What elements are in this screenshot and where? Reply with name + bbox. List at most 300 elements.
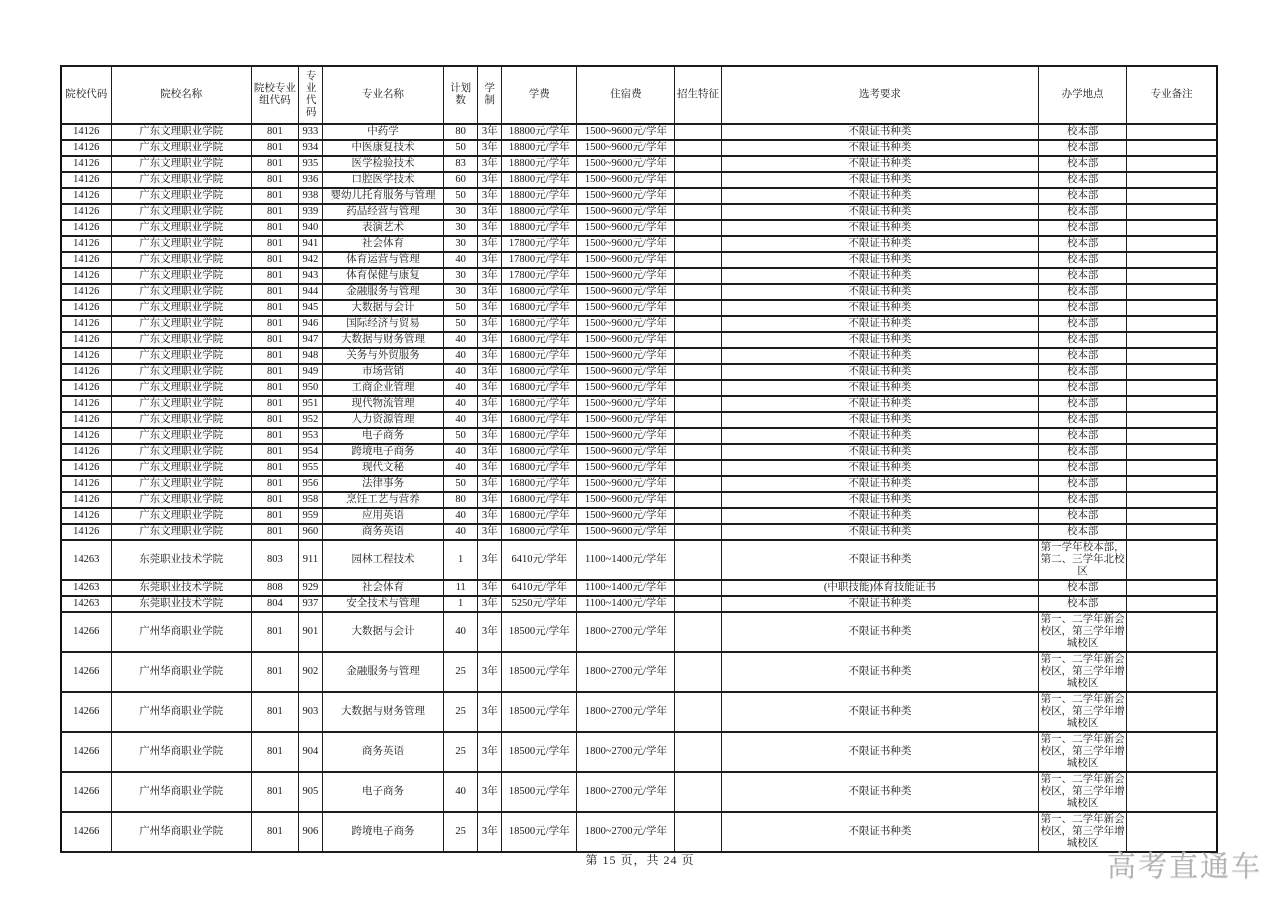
table-cell: 社会体育 bbox=[322, 580, 443, 596]
table-cell: 3年 bbox=[478, 300, 502, 316]
table-cell: 14126 bbox=[61, 476, 111, 492]
table-row bbox=[61, 732, 1217, 772]
table-cell: 3年 bbox=[478, 124, 502, 140]
table-cell: 广东文理职业学院 bbox=[111, 396, 251, 412]
table-cell: 不限证书种类 bbox=[721, 772, 1039, 812]
table-cell: 25 bbox=[444, 652, 478, 692]
table-cell: 933 bbox=[298, 124, 322, 140]
table-cell: 934 bbox=[298, 140, 322, 156]
table-cell: 14126 bbox=[61, 492, 111, 508]
table-cell: 3年 bbox=[478, 596, 502, 612]
table-cell: 广东文理职业学院 bbox=[111, 348, 251, 364]
table-cell: 烹饪工艺与营养 bbox=[322, 492, 443, 508]
table-cell: 40 bbox=[444, 508, 478, 524]
table-cell bbox=[1127, 460, 1217, 476]
table-row bbox=[61, 772, 1217, 812]
table-cell bbox=[675, 692, 721, 732]
table-cell: 不限证书种类 bbox=[721, 508, 1039, 524]
table-cell: 1500~9600元/学年 bbox=[577, 300, 675, 316]
table-cell: 校本部 bbox=[1039, 596, 1127, 612]
table-cell: 不限证书种类 bbox=[721, 124, 1039, 140]
table-cell: 803 bbox=[251, 540, 298, 580]
table-cell: 3年 bbox=[478, 772, 502, 812]
table-cell: 3年 bbox=[478, 524, 502, 540]
table-cell bbox=[675, 268, 721, 284]
table-cell: 14126 bbox=[61, 412, 111, 428]
table-cell bbox=[1127, 364, 1217, 380]
table-cell: 不限证书种类 bbox=[721, 476, 1039, 492]
admissions-plan-table bbox=[60, 65, 1218, 853]
table-cell: 801 bbox=[251, 364, 298, 380]
table-cell: 14266 bbox=[61, 772, 111, 812]
table-cell: 14266 bbox=[61, 732, 111, 772]
table-cell: 18500元/学年 bbox=[502, 652, 577, 692]
table-row bbox=[61, 140, 1217, 156]
table-row bbox=[61, 284, 1217, 300]
table-cell: 中医康复技术 bbox=[322, 140, 443, 156]
table-cell: 不限证书种类 bbox=[721, 252, 1039, 268]
table-cell: 第一、二学年新会校区，第三学年增城校区 bbox=[1039, 692, 1127, 732]
table-cell: 801 bbox=[251, 476, 298, 492]
table-cell: 50 bbox=[444, 428, 478, 444]
table-cell: 801 bbox=[251, 428, 298, 444]
table-cell: 16800元/学年 bbox=[502, 460, 577, 476]
column-header-10: 招生特征 bbox=[675, 66, 721, 124]
table-cell: 30 bbox=[444, 284, 478, 300]
table-cell: 1800~2700元/学年 bbox=[577, 612, 675, 652]
table-cell: 不限证书种类 bbox=[721, 220, 1039, 236]
table-cell: 16800元/学年 bbox=[502, 300, 577, 316]
table-row bbox=[61, 444, 1217, 460]
table-row bbox=[61, 596, 1217, 612]
table-cell bbox=[675, 236, 721, 252]
table-cell: 801 bbox=[251, 348, 298, 364]
table-cell: 不限证书种类 bbox=[721, 364, 1039, 380]
table-row bbox=[61, 524, 1217, 540]
table-cell: 3年 bbox=[478, 140, 502, 156]
table-cell: 14126 bbox=[61, 300, 111, 316]
table-cell: 3年 bbox=[478, 188, 502, 204]
table-cell: 40 bbox=[444, 412, 478, 428]
column-header-11: 选考要求 bbox=[721, 66, 1039, 124]
table-cell bbox=[675, 428, 721, 444]
page-number: 第 15 页，共 24 页 bbox=[585, 853, 695, 867]
table-cell: 1800~2700元/学年 bbox=[577, 692, 675, 732]
table-cell: 校本部 bbox=[1039, 284, 1127, 300]
table-cell: 943 bbox=[298, 268, 322, 284]
table-cell: 大数据与财务管理 bbox=[322, 692, 443, 732]
table-cell: 校本部 bbox=[1039, 508, 1127, 524]
table-cell: 80 bbox=[444, 124, 478, 140]
table-cell: 801 bbox=[251, 188, 298, 204]
table-cell: 校本部 bbox=[1039, 236, 1127, 252]
table-row bbox=[61, 612, 1217, 652]
table-cell: 广东文理职业学院 bbox=[111, 172, 251, 188]
table-cell: 6410元/学年 bbox=[502, 540, 577, 580]
table-cell: 905 bbox=[298, 772, 322, 812]
table-cell: 801 bbox=[251, 524, 298, 540]
table-cell: 3年 bbox=[478, 444, 502, 460]
table-cell: 950 bbox=[298, 380, 322, 396]
table-cell: 801 bbox=[251, 236, 298, 252]
table-cell: 25 bbox=[444, 692, 478, 732]
table-cell bbox=[675, 652, 721, 692]
table-cell bbox=[1127, 124, 1217, 140]
table-cell: 14263 bbox=[61, 540, 111, 580]
table-cell: 不限证书种类 bbox=[721, 492, 1039, 508]
table-cell: 801 bbox=[251, 612, 298, 652]
table-row bbox=[61, 460, 1217, 476]
table-cell: 商务英语 bbox=[322, 732, 443, 772]
table-cell bbox=[1127, 204, 1217, 220]
table-cell: 大数据与财务管理 bbox=[322, 332, 443, 348]
table-cell: 18500元/学年 bbox=[502, 612, 577, 652]
table-cell: 3年 bbox=[478, 580, 502, 596]
table-cell: 5250元/学年 bbox=[502, 596, 577, 612]
table-cell: 16800元/学年 bbox=[502, 332, 577, 348]
table-cell: 广东文理职业学院 bbox=[111, 156, 251, 172]
table-cell: 1500~9600元/学年 bbox=[577, 156, 675, 172]
table-cell: 16800元/学年 bbox=[502, 396, 577, 412]
table-cell: 40 bbox=[444, 252, 478, 268]
table-cell: 801 bbox=[251, 140, 298, 156]
table-cell: 不限证书种类 bbox=[721, 332, 1039, 348]
table-cell: 18500元/学年 bbox=[502, 732, 577, 772]
table-cell: 801 bbox=[251, 492, 298, 508]
table-cell: 校本部 bbox=[1039, 220, 1127, 236]
table-cell: 801 bbox=[251, 692, 298, 732]
table-cell: 不限证书种类 bbox=[721, 812, 1039, 852]
table-cell: 50 bbox=[444, 476, 478, 492]
table-cell: 1500~9600元/学年 bbox=[577, 396, 675, 412]
table-cell: 801 bbox=[251, 156, 298, 172]
table-cell: 953 bbox=[298, 428, 322, 444]
table-cell: 人力资源管理 bbox=[322, 412, 443, 428]
table-cell: 801 bbox=[251, 396, 298, 412]
table-cell: 不限证书种类 bbox=[721, 540, 1039, 580]
table-cell bbox=[675, 540, 721, 580]
table-cell: 第一、二学年新会校区，第三学年增城校区 bbox=[1039, 772, 1127, 812]
table-cell bbox=[675, 732, 721, 772]
table-cell bbox=[1127, 284, 1217, 300]
table-cell: 应用英语 bbox=[322, 508, 443, 524]
table-cell: 大数据与会计 bbox=[322, 612, 443, 652]
table-cell: 不限证书种类 bbox=[721, 396, 1039, 412]
table-cell: 校本部 bbox=[1039, 188, 1127, 204]
table-cell: 40 bbox=[444, 772, 478, 812]
table-cell: 1500~9600元/学年 bbox=[577, 380, 675, 396]
table-cell: 不限证书种类 bbox=[721, 444, 1039, 460]
table-cell: 3年 bbox=[478, 692, 502, 732]
table-cell: 80 bbox=[444, 492, 478, 508]
table-cell: 18800元/学年 bbox=[502, 188, 577, 204]
table-cell: 16800元/学年 bbox=[502, 476, 577, 492]
table-cell: 3年 bbox=[478, 428, 502, 444]
table-cell: 801 bbox=[251, 812, 298, 852]
column-header-8: 学费 bbox=[502, 66, 577, 124]
table-row bbox=[61, 332, 1217, 348]
column-header-1: 院校代码 bbox=[61, 66, 111, 124]
table-cell bbox=[1127, 348, 1217, 364]
table-cell: 960 bbox=[298, 524, 322, 540]
table-cell: 951 bbox=[298, 396, 322, 412]
table-cell bbox=[1127, 188, 1217, 204]
table-cell: 14126 bbox=[61, 524, 111, 540]
table-cell bbox=[675, 348, 721, 364]
table-cell: 16800元/学年 bbox=[502, 348, 577, 364]
table-cell: 801 bbox=[251, 284, 298, 300]
table-cell: 广东文理职业学院 bbox=[111, 428, 251, 444]
table-cell: 电子商务 bbox=[322, 772, 443, 812]
table-cell bbox=[675, 612, 721, 652]
table-cell bbox=[675, 812, 721, 852]
table-cell: 11 bbox=[444, 580, 478, 596]
table-cell bbox=[675, 124, 721, 140]
table-cell: 体育运营与管理 bbox=[322, 252, 443, 268]
table-cell: 14263 bbox=[61, 596, 111, 612]
table-row bbox=[61, 300, 1217, 316]
table-cell: 药品经营与管理 bbox=[322, 204, 443, 220]
table-cell: 广东文理职业学院 bbox=[111, 188, 251, 204]
table-row bbox=[61, 380, 1217, 396]
table-cell bbox=[675, 476, 721, 492]
table-cell: 904 bbox=[298, 732, 322, 772]
table-cell: 16800元/学年 bbox=[502, 380, 577, 396]
table-cell: 商务英语 bbox=[322, 524, 443, 540]
table-cell: 广东文理职业学院 bbox=[111, 476, 251, 492]
table-cell: 40 bbox=[444, 612, 478, 652]
table-cell: 3年 bbox=[478, 220, 502, 236]
table-cell: 第一学年校本部，第二、三学年北校区 bbox=[1039, 540, 1127, 580]
table-cell: 906 bbox=[298, 812, 322, 852]
table-cell: 14126 bbox=[61, 236, 111, 252]
table-cell: 1800~2700元/学年 bbox=[577, 812, 675, 852]
table-cell bbox=[675, 460, 721, 476]
table-cell: 3年 bbox=[478, 364, 502, 380]
table-cell: 18800元/学年 bbox=[502, 140, 577, 156]
table-cell bbox=[1127, 444, 1217, 460]
table-cell: 现代文秘 bbox=[322, 460, 443, 476]
table-cell: 广东文理职业学院 bbox=[111, 444, 251, 460]
table-cell: 第一、二学年新会校区，第三学年增城校区 bbox=[1039, 812, 1127, 852]
table-cell bbox=[675, 580, 721, 596]
table-row bbox=[61, 396, 1217, 412]
table-cell: 市场营销 bbox=[322, 364, 443, 380]
table-cell: 1500~9600元/学年 bbox=[577, 332, 675, 348]
table-cell: 939 bbox=[298, 204, 322, 220]
table-cell: 801 bbox=[251, 124, 298, 140]
table-cell bbox=[675, 316, 721, 332]
table-cell: 3年 bbox=[478, 204, 502, 220]
table-cell: 广东文理职业学院 bbox=[111, 140, 251, 156]
table-cell: 校本部 bbox=[1039, 140, 1127, 156]
table-cell: 30 bbox=[444, 220, 478, 236]
table-cell: 1 bbox=[444, 596, 478, 612]
table-cell: (中职技能)体育技能证书 bbox=[721, 580, 1039, 596]
table-cell: 广州华商职业学院 bbox=[111, 612, 251, 652]
table-row bbox=[61, 204, 1217, 220]
table-cell: 14266 bbox=[61, 652, 111, 692]
table-cell: 16800元/学年 bbox=[502, 492, 577, 508]
table-cell: 1 bbox=[444, 540, 478, 580]
table-cell: 83 bbox=[444, 156, 478, 172]
table-cell: 14263 bbox=[61, 580, 111, 596]
table-cell: 校本部 bbox=[1039, 268, 1127, 284]
table-cell bbox=[675, 444, 721, 460]
table-cell: 801 bbox=[251, 444, 298, 460]
table-cell bbox=[1127, 236, 1217, 252]
table-row bbox=[61, 492, 1217, 508]
table-cell: 942 bbox=[298, 252, 322, 268]
table-cell: 不限证书种类 bbox=[721, 380, 1039, 396]
table-cell: 1500~9600元/学年 bbox=[577, 284, 675, 300]
table-cell: 16800元/学年 bbox=[502, 508, 577, 524]
table-cell: 第一、二学年新会校区，第三学年增城校区 bbox=[1039, 612, 1127, 652]
table-cell: 校本部 bbox=[1039, 124, 1127, 140]
table-cell: 园林工程技术 bbox=[322, 540, 443, 580]
table-cell: 不限证书种类 bbox=[721, 732, 1039, 772]
table-cell: 40 bbox=[444, 364, 478, 380]
table-cell bbox=[675, 412, 721, 428]
table-cell: 现代物流管理 bbox=[322, 396, 443, 412]
table-cell: 1500~9600元/学年 bbox=[577, 460, 675, 476]
table-cell: 40 bbox=[444, 380, 478, 396]
table-cell: 808 bbox=[251, 580, 298, 596]
table-cell: 50 bbox=[444, 300, 478, 316]
table-cell bbox=[1127, 508, 1217, 524]
table-cell: 18500元/学年 bbox=[502, 812, 577, 852]
table-cell: 校本部 bbox=[1039, 156, 1127, 172]
table-cell: 安全技术与管理 bbox=[322, 596, 443, 612]
table-cell: 1500~9600元/学年 bbox=[577, 220, 675, 236]
table-cell: 16800元/学年 bbox=[502, 284, 577, 300]
table-cell: 940 bbox=[298, 220, 322, 236]
table-cell: 1500~9600元/学年 bbox=[577, 476, 675, 492]
table-cell: 不限证书种类 bbox=[721, 300, 1039, 316]
table-row bbox=[61, 268, 1217, 284]
table-cell: 校本部 bbox=[1039, 300, 1127, 316]
table-cell: 跨境电子商务 bbox=[322, 812, 443, 852]
table-cell: 801 bbox=[251, 332, 298, 348]
table-cell: 18800元/学年 bbox=[502, 124, 577, 140]
table-cell: 金融服务与管理 bbox=[322, 284, 443, 300]
table-cell: 1500~9600元/学年 bbox=[577, 508, 675, 524]
table-cell: 校本部 bbox=[1039, 524, 1127, 540]
table-cell: 801 bbox=[251, 412, 298, 428]
table-cell: 14266 bbox=[61, 612, 111, 652]
table-cell bbox=[675, 156, 721, 172]
table-cell: 不限证书种类 bbox=[721, 412, 1039, 428]
table-cell: 1500~9600元/学年 bbox=[577, 252, 675, 268]
table-row bbox=[61, 508, 1217, 524]
column-header-9: 住宿费 bbox=[577, 66, 675, 124]
table-cell: 不限证书种类 bbox=[721, 652, 1039, 692]
table-cell bbox=[675, 524, 721, 540]
table-cell: 3年 bbox=[478, 476, 502, 492]
table-cell: 3年 bbox=[478, 540, 502, 580]
table-cell: 949 bbox=[298, 364, 322, 380]
table-cell: 不限证书种类 bbox=[721, 428, 1039, 444]
table-row bbox=[61, 692, 1217, 732]
table-cell: 3年 bbox=[478, 252, 502, 268]
table-cell: 955 bbox=[298, 460, 322, 476]
table-cell: 广东文理职业学院 bbox=[111, 380, 251, 396]
table-cell bbox=[675, 300, 721, 316]
table-cell: 18500元/学年 bbox=[502, 692, 577, 732]
table-cell: 不限证书种类 bbox=[721, 692, 1039, 732]
table-cell bbox=[1127, 332, 1217, 348]
table-cell: 937 bbox=[298, 596, 322, 612]
table-cell: 1500~9600元/学年 bbox=[577, 268, 675, 284]
table-cell: 3年 bbox=[478, 172, 502, 188]
table-cell: 3年 bbox=[478, 732, 502, 772]
table-cell: 体育保健与康复 bbox=[322, 268, 443, 284]
table-cell: 1100~1400元/学年 bbox=[577, 580, 675, 596]
table-cell: 956 bbox=[298, 476, 322, 492]
table-cell: 广东文理职业学院 bbox=[111, 204, 251, 220]
table-row bbox=[61, 220, 1217, 236]
table-cell: 口腔医学技术 bbox=[322, 172, 443, 188]
table-cell: 1500~9600元/学年 bbox=[577, 236, 675, 252]
table-cell: 1500~9600元/学年 bbox=[577, 188, 675, 204]
table-cell: 18800元/学年 bbox=[502, 172, 577, 188]
table-cell: 1500~9600元/学年 bbox=[577, 124, 675, 140]
table-cell: 1500~9600元/学年 bbox=[577, 412, 675, 428]
table-cell: 3年 bbox=[478, 284, 502, 300]
table-cell: 929 bbox=[298, 580, 322, 596]
table-cell: 945 bbox=[298, 300, 322, 316]
table-cell: 1100~1400元/学年 bbox=[577, 596, 675, 612]
table-cell bbox=[1127, 396, 1217, 412]
column-header-12: 办学地点 bbox=[1039, 66, 1127, 124]
table-cell: 广东文理职业学院 bbox=[111, 252, 251, 268]
table-cell: 广东文理职业学院 bbox=[111, 284, 251, 300]
table-cell: 3年 bbox=[478, 612, 502, 652]
table-cell bbox=[1127, 428, 1217, 444]
table-row bbox=[61, 348, 1217, 364]
column-header-6: 计划数 bbox=[444, 66, 478, 124]
table-row bbox=[61, 156, 1217, 172]
table-cell: 14126 bbox=[61, 140, 111, 156]
table-cell: 14126 bbox=[61, 204, 111, 220]
table-cell: 电子商务 bbox=[322, 428, 443, 444]
table-cell: 校本部 bbox=[1039, 428, 1127, 444]
table-cell: 947 bbox=[298, 332, 322, 348]
table-cell: 16800元/学年 bbox=[502, 428, 577, 444]
table-cell: 不限证书种类 bbox=[721, 172, 1039, 188]
table-cell: 3年 bbox=[478, 156, 502, 172]
table-cell bbox=[1127, 380, 1217, 396]
table-cell: 广东文理职业学院 bbox=[111, 364, 251, 380]
table-cell: 校本部 bbox=[1039, 348, 1127, 364]
table-cell bbox=[1127, 524, 1217, 540]
watermark: 高考直通车 bbox=[1106, 851, 1262, 883]
table-cell: 校本部 bbox=[1039, 316, 1127, 332]
table-cell: 国际经济与贸易 bbox=[322, 316, 443, 332]
table-cell bbox=[1127, 492, 1217, 508]
table-cell bbox=[675, 508, 721, 524]
table-cell: 1500~9600元/学年 bbox=[577, 140, 675, 156]
table-cell: 东莞职业技术学院 bbox=[111, 596, 251, 612]
table-cell: 948 bbox=[298, 348, 322, 364]
table-cell bbox=[1127, 652, 1217, 692]
table-cell: 16800元/学年 bbox=[502, 316, 577, 332]
table-cell: 1500~9600元/学年 bbox=[577, 172, 675, 188]
table-cell: 1800~2700元/学年 bbox=[577, 732, 675, 772]
table-cell: 校本部 bbox=[1039, 580, 1127, 596]
table-cell: 金融服务与管理 bbox=[322, 652, 443, 692]
table-header bbox=[61, 66, 1217, 124]
